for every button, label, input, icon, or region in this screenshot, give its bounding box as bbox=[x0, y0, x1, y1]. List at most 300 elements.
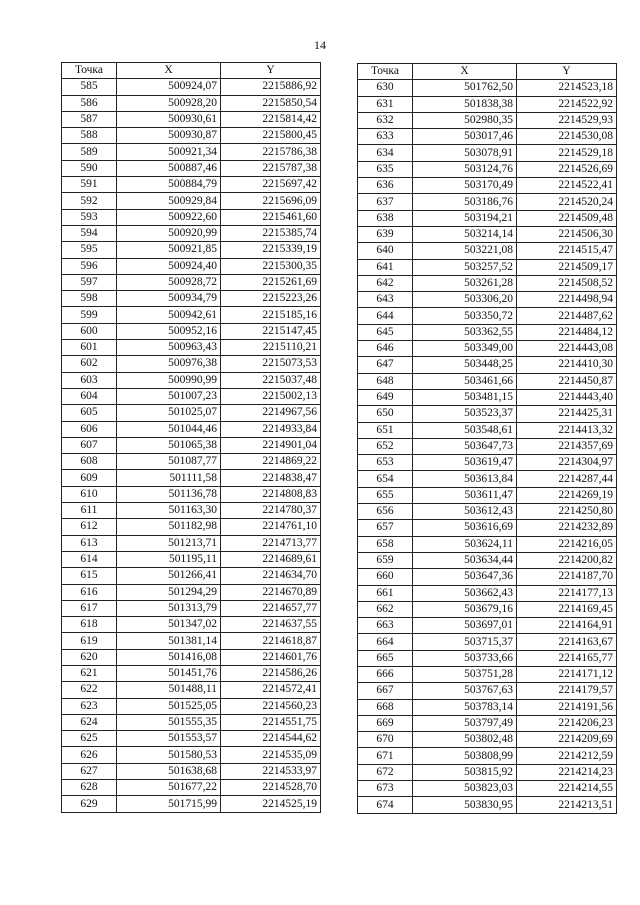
point-number-cell: 599 bbox=[62, 307, 117, 323]
x-coordinate-cell: 501762,50 bbox=[413, 80, 517, 96]
x-coordinate-cell: 500963,43 bbox=[117, 340, 221, 356]
table-row bbox=[62, 242, 321, 258]
y-coordinate-cell: 2214523,18 bbox=[517, 80, 617, 96]
y-coordinate-cell: 2214530,08 bbox=[517, 129, 617, 145]
table-row bbox=[62, 356, 321, 372]
table-row bbox=[62, 95, 321, 111]
x-coordinate-cell: 501638,68 bbox=[117, 763, 221, 779]
x-coordinate-cell: 503448,25 bbox=[413, 357, 517, 373]
point-number-cell: 670 bbox=[358, 732, 413, 748]
table-row bbox=[358, 373, 617, 389]
table-row bbox=[358, 585, 617, 601]
y-coordinate-cell: 2214560,23 bbox=[221, 698, 321, 714]
point-number-cell: 613 bbox=[62, 535, 117, 551]
point-number-cell: 638 bbox=[358, 210, 413, 226]
y-coordinate-cell: 2214269,19 bbox=[517, 487, 617, 503]
y-coordinate-cell: 2214634,70 bbox=[221, 568, 321, 584]
point-number-cell: 667 bbox=[358, 683, 413, 699]
point-number-cell: 619 bbox=[62, 633, 117, 649]
x-coordinate-cell: 503783,14 bbox=[413, 699, 517, 715]
point-number-cell: 626 bbox=[62, 747, 117, 763]
y-coordinate-cell: 2214529,93 bbox=[517, 112, 617, 128]
x-coordinate-cell: 503078,91 bbox=[413, 145, 517, 161]
x-coordinate-cell: 501838,38 bbox=[413, 96, 517, 112]
x-coordinate-cell: 503124,76 bbox=[413, 161, 517, 177]
y-coordinate-cell: 2214551,75 bbox=[221, 714, 321, 730]
y-coordinate-cell: 2214443,08 bbox=[517, 341, 617, 357]
y-coordinate-cell: 2214216,05 bbox=[517, 536, 617, 552]
table-row bbox=[358, 797, 617, 813]
point-number-cell: 586 bbox=[62, 95, 117, 111]
table-row bbox=[62, 698, 321, 714]
y-coordinate-cell: 2215697,42 bbox=[221, 177, 321, 193]
point-number-cell: 661 bbox=[358, 585, 413, 601]
y-coordinate-cell: 2214601,76 bbox=[221, 649, 321, 665]
x-coordinate-cell: 501347,02 bbox=[117, 617, 221, 633]
y-coordinate-cell: 2215787,38 bbox=[221, 160, 321, 176]
table-row bbox=[358, 699, 617, 715]
point-number-cell: 605 bbox=[62, 405, 117, 421]
x-coordinate-cell: 501136,78 bbox=[117, 486, 221, 502]
x-coordinate-cell: 503697,01 bbox=[413, 618, 517, 634]
point-number-cell: 594 bbox=[62, 225, 117, 241]
point-number-cell: 650 bbox=[358, 406, 413, 422]
point-number-cell: 668 bbox=[358, 699, 413, 715]
table-row bbox=[62, 747, 321, 763]
table-row bbox=[62, 340, 321, 356]
point-number-cell: 631 bbox=[358, 96, 413, 112]
point-number-cell: 597 bbox=[62, 274, 117, 290]
x-coordinate-cell: 503715,37 bbox=[413, 634, 517, 650]
y-coordinate-cell: 2215185,16 bbox=[221, 307, 321, 323]
table-row bbox=[62, 568, 321, 584]
table-row bbox=[358, 732, 617, 748]
table-row bbox=[358, 259, 617, 275]
table-row bbox=[62, 470, 321, 486]
y-coordinate-cell: 2214528,70 bbox=[221, 780, 321, 796]
point-number-cell: 643 bbox=[358, 292, 413, 308]
y-coordinate-cell: 2215814,42 bbox=[221, 111, 321, 127]
table-row bbox=[358, 569, 617, 585]
point-number-cell: 648 bbox=[358, 373, 413, 389]
point-number-cell: 623 bbox=[62, 698, 117, 714]
x-coordinate-cell: 501488,11 bbox=[117, 682, 221, 698]
x-coordinate-cell: 503186,76 bbox=[413, 194, 517, 210]
x-coordinate-cell: 500928,20 bbox=[117, 95, 221, 111]
x-coordinate-cell: 503624,11 bbox=[413, 536, 517, 552]
x-coordinate-cell: 500924,40 bbox=[117, 258, 221, 274]
x-coordinate-cell: 501213,71 bbox=[117, 535, 221, 551]
point-number-cell: 595 bbox=[62, 242, 117, 258]
point-number-cell: 590 bbox=[62, 160, 117, 176]
y-coordinate-cell: 2214838,47 bbox=[221, 470, 321, 486]
table-row bbox=[62, 584, 321, 600]
table-row bbox=[62, 160, 321, 176]
table-row bbox=[62, 193, 321, 209]
x-coordinate-cell: 503481,15 bbox=[413, 389, 517, 405]
y-coordinate-cell: 2214164,91 bbox=[517, 618, 617, 634]
point-number-cell: 671 bbox=[358, 748, 413, 764]
x-coordinate-cell: 503523,37 bbox=[413, 406, 517, 422]
x-coordinate-cell: 500942,61 bbox=[117, 307, 221, 323]
x-coordinate-cell: 503647,36 bbox=[413, 569, 517, 585]
y-coordinate-cell: 2215300,35 bbox=[221, 258, 321, 274]
y-coordinate-cell: 2215073,53 bbox=[221, 356, 321, 372]
point-number-cell: 666 bbox=[358, 666, 413, 682]
table-row bbox=[62, 405, 321, 421]
table-row bbox=[62, 291, 321, 307]
y-coordinate-cell: 2215002,13 bbox=[221, 388, 321, 404]
x-coordinate-cell: 500930,87 bbox=[117, 128, 221, 144]
x-coordinate-cell: 501294,29 bbox=[117, 584, 221, 600]
table-row bbox=[62, 617, 321, 633]
x-coordinate-cell: 503815,92 bbox=[413, 764, 517, 780]
y-coordinate-cell: 2215110,21 bbox=[221, 340, 321, 356]
table-row bbox=[358, 80, 617, 96]
table-row bbox=[62, 763, 321, 779]
y-coordinate-cell: 2214509,17 bbox=[517, 259, 617, 275]
y-coordinate-cell: 2214450,87 bbox=[517, 373, 617, 389]
point-number-cell: 603 bbox=[62, 372, 117, 388]
x-coordinate-cell: 501065,38 bbox=[117, 437, 221, 453]
y-coordinate-cell: 2214213,51 bbox=[517, 797, 617, 813]
x-coordinate-cell: 500884,79 bbox=[117, 177, 221, 193]
table-row bbox=[358, 389, 617, 405]
point-number-cell: 612 bbox=[62, 519, 117, 535]
table-row bbox=[358, 112, 617, 128]
x-coordinate-cell: 503802,48 bbox=[413, 732, 517, 748]
x-coordinate-cell: 500921,85 bbox=[117, 242, 221, 258]
x-coordinate-cell: 503823,03 bbox=[413, 781, 517, 797]
point-number-cell: 589 bbox=[62, 144, 117, 160]
y-coordinate-cell: 2215147,45 bbox=[221, 323, 321, 339]
table-row bbox=[358, 308, 617, 324]
y-coordinate-cell: 2214522,41 bbox=[517, 178, 617, 194]
point-number-cell: 644 bbox=[358, 308, 413, 324]
y-coordinate-cell: 2214689,61 bbox=[221, 551, 321, 567]
x-coordinate-cell: 500887,46 bbox=[117, 160, 221, 176]
y-coordinate-cell: 2215461,60 bbox=[221, 209, 321, 225]
point-number-cell: 606 bbox=[62, 421, 117, 437]
point-number-cell: 658 bbox=[358, 536, 413, 552]
y-coordinate-cell: 2214304,97 bbox=[517, 455, 617, 471]
table-row bbox=[62, 225, 321, 241]
x-coordinate-cell: 503634,44 bbox=[413, 552, 517, 568]
x-coordinate-cell: 503616,69 bbox=[413, 520, 517, 536]
point-number-cell: 637 bbox=[358, 194, 413, 210]
x-coordinate-cell: 503611,47 bbox=[413, 487, 517, 503]
y-coordinate-cell: 2214425,31 bbox=[517, 406, 617, 422]
y-coordinate-cell: 2214533,97 bbox=[221, 763, 321, 779]
point-number-cell: 611 bbox=[62, 503, 117, 519]
point-number-cell: 588 bbox=[62, 128, 117, 144]
y-coordinate-cell: 2215800,45 bbox=[221, 128, 321, 144]
point-number-cell: 652 bbox=[358, 438, 413, 454]
y-coordinate-cell: 2214761,10 bbox=[221, 519, 321, 535]
header-x: X bbox=[413, 64, 517, 80]
table-row bbox=[358, 292, 617, 308]
x-coordinate-cell: 503461,66 bbox=[413, 373, 517, 389]
x-coordinate-cell: 503214,14 bbox=[413, 226, 517, 242]
y-coordinate-cell: 2214869,22 bbox=[221, 454, 321, 470]
x-coordinate-cell: 503619,47 bbox=[413, 455, 517, 471]
table-row bbox=[358, 357, 617, 373]
table-row bbox=[62, 714, 321, 730]
table-row bbox=[358, 504, 617, 520]
point-number-cell: 629 bbox=[62, 796, 117, 812]
point-number-cell: 587 bbox=[62, 111, 117, 127]
y-coordinate-cell: 2214443,40 bbox=[517, 389, 617, 405]
y-coordinate-cell: 2214780,37 bbox=[221, 503, 321, 519]
table-row bbox=[62, 633, 321, 649]
point-number-cell: 636 bbox=[358, 178, 413, 194]
x-coordinate-cell: 503612,43 bbox=[413, 504, 517, 520]
table-row bbox=[358, 601, 617, 617]
point-number-cell: 620 bbox=[62, 649, 117, 665]
x-coordinate-cell: 501715,99 bbox=[117, 796, 221, 812]
table-row bbox=[62, 519, 321, 535]
table-row bbox=[62, 649, 321, 665]
x-coordinate-cell: 503830,95 bbox=[413, 797, 517, 813]
x-coordinate-cell: 501381,14 bbox=[117, 633, 221, 649]
point-number-cell: 616 bbox=[62, 584, 117, 600]
point-number-cell: 649 bbox=[358, 389, 413, 405]
table-row bbox=[62, 486, 321, 502]
point-number-cell: 656 bbox=[358, 504, 413, 520]
header-point: Точка bbox=[62, 63, 117, 79]
y-coordinate-cell: 2214187,70 bbox=[517, 569, 617, 585]
x-coordinate-cell: 500976,38 bbox=[117, 356, 221, 372]
x-coordinate-cell: 502980,35 bbox=[413, 112, 517, 128]
table-row bbox=[358, 748, 617, 764]
x-coordinate-cell: 503647,73 bbox=[413, 438, 517, 454]
y-coordinate-cell: 2214206,23 bbox=[517, 715, 617, 731]
table-row bbox=[358, 471, 617, 487]
x-coordinate-cell: 501451,76 bbox=[117, 665, 221, 681]
point-number-cell: 647 bbox=[358, 357, 413, 373]
y-coordinate-cell: 2214535,09 bbox=[221, 747, 321, 763]
table-row bbox=[62, 437, 321, 453]
point-number-cell: 640 bbox=[358, 243, 413, 259]
table-row bbox=[62, 388, 321, 404]
x-coordinate-cell: 503221,08 bbox=[413, 243, 517, 259]
y-coordinate-cell: 2214487,62 bbox=[517, 308, 617, 324]
table-row bbox=[62, 780, 321, 796]
table-row bbox=[62, 307, 321, 323]
point-number-cell: 674 bbox=[358, 797, 413, 813]
x-coordinate-cell: 503808,99 bbox=[413, 748, 517, 764]
x-coordinate-cell: 501266,41 bbox=[117, 568, 221, 584]
point-number-cell: 662 bbox=[358, 601, 413, 617]
y-coordinate-cell: 2215037,48 bbox=[221, 372, 321, 388]
point-number-cell: 651 bbox=[358, 422, 413, 438]
y-coordinate-cell: 2214171,12 bbox=[517, 666, 617, 682]
y-coordinate-cell: 2214191,56 bbox=[517, 699, 617, 715]
y-coordinate-cell: 2214200,82 bbox=[517, 552, 617, 568]
point-number-cell: 628 bbox=[62, 780, 117, 796]
x-coordinate-cell: 501195,11 bbox=[117, 551, 221, 567]
table-row bbox=[358, 764, 617, 780]
x-coordinate-cell: 503261,28 bbox=[413, 275, 517, 291]
y-coordinate-cell: 2214287,44 bbox=[517, 471, 617, 487]
x-coordinate-cell: 501163,30 bbox=[117, 503, 221, 519]
x-coordinate-cell: 503767,63 bbox=[413, 683, 517, 699]
x-coordinate-cell: 503362,55 bbox=[413, 324, 517, 340]
y-coordinate-cell: 2214214,55 bbox=[517, 781, 617, 797]
x-coordinate-cell: 500930,61 bbox=[117, 111, 221, 127]
table-row bbox=[358, 487, 617, 503]
coordinates-table-right bbox=[357, 63, 617, 814]
header-y: Y bbox=[221, 63, 321, 79]
x-coordinate-cell: 503349,00 bbox=[413, 341, 517, 357]
point-number-cell: 602 bbox=[62, 356, 117, 372]
y-coordinate-cell: 2214169,45 bbox=[517, 601, 617, 617]
y-coordinate-cell: 2214410,30 bbox=[517, 357, 617, 373]
y-coordinate-cell: 2214586,26 bbox=[221, 665, 321, 681]
y-coordinate-cell: 2214572,41 bbox=[221, 682, 321, 698]
point-number-cell: 621 bbox=[62, 665, 117, 681]
x-coordinate-cell: 501525,05 bbox=[117, 698, 221, 714]
y-coordinate-cell: 2214544,62 bbox=[221, 731, 321, 747]
point-number-cell: 639 bbox=[358, 226, 413, 242]
header-x: X bbox=[117, 63, 221, 79]
table-row bbox=[62, 258, 321, 274]
point-number-cell: 624 bbox=[62, 714, 117, 730]
x-coordinate-cell: 503350,72 bbox=[413, 308, 517, 324]
y-coordinate-cell: 2215696,09 bbox=[221, 193, 321, 209]
page-number: 14 bbox=[314, 38, 326, 52]
y-coordinate-cell: 2214526,69 bbox=[517, 161, 617, 177]
table-header-row bbox=[358, 64, 617, 80]
point-number-cell: 635 bbox=[358, 161, 413, 177]
x-coordinate-cell: 500952,16 bbox=[117, 323, 221, 339]
y-coordinate-cell: 2214901,04 bbox=[221, 437, 321, 453]
point-number-cell: 592 bbox=[62, 193, 117, 209]
y-coordinate-cell: 2214657,77 bbox=[221, 600, 321, 616]
table-row bbox=[62, 372, 321, 388]
table-row bbox=[62, 503, 321, 519]
point-number-cell: 657 bbox=[358, 520, 413, 536]
table-row bbox=[358, 145, 617, 161]
table-row bbox=[358, 455, 617, 471]
x-coordinate-cell: 503306,20 bbox=[413, 292, 517, 308]
y-coordinate-cell: 2214177,13 bbox=[517, 585, 617, 601]
point-number-cell: 615 bbox=[62, 568, 117, 584]
point-number-cell: 607 bbox=[62, 437, 117, 453]
y-coordinate-cell: 2214529,18 bbox=[517, 145, 617, 161]
point-number-cell: 659 bbox=[358, 552, 413, 568]
point-number-cell: 664 bbox=[358, 634, 413, 650]
table-row bbox=[62, 665, 321, 681]
table-row bbox=[62, 111, 321, 127]
table-row bbox=[62, 454, 321, 470]
x-coordinate-cell: 500990,99 bbox=[117, 372, 221, 388]
table-row bbox=[358, 178, 617, 194]
point-number-cell: 630 bbox=[358, 80, 413, 96]
table-row bbox=[358, 243, 617, 259]
table-row bbox=[62, 535, 321, 551]
point-number-cell: 598 bbox=[62, 291, 117, 307]
table-row bbox=[358, 129, 617, 145]
point-number-cell: 642 bbox=[358, 275, 413, 291]
point-number-cell: 608 bbox=[62, 454, 117, 470]
point-number-cell: 622 bbox=[62, 682, 117, 698]
y-coordinate-cell: 2214520,24 bbox=[517, 194, 617, 210]
point-number-cell: 618 bbox=[62, 617, 117, 633]
table-row bbox=[358, 618, 617, 634]
table-row bbox=[358, 520, 617, 536]
point-number-cell: 609 bbox=[62, 470, 117, 486]
x-coordinate-cell: 500928,72 bbox=[117, 274, 221, 290]
x-coordinate-cell: 501044,46 bbox=[117, 421, 221, 437]
y-coordinate-cell: 2214484,12 bbox=[517, 324, 617, 340]
point-number-cell: 591 bbox=[62, 177, 117, 193]
y-coordinate-cell: 2215261,69 bbox=[221, 274, 321, 290]
table-row bbox=[62, 682, 321, 698]
table-row bbox=[358, 226, 617, 242]
y-coordinate-cell: 2214515,47 bbox=[517, 243, 617, 259]
x-coordinate-cell: 503017,46 bbox=[413, 129, 517, 145]
x-coordinate-cell: 501313,79 bbox=[117, 600, 221, 616]
point-number-cell: 604 bbox=[62, 388, 117, 404]
x-coordinate-cell: 501580,53 bbox=[117, 747, 221, 763]
table-row bbox=[358, 683, 617, 699]
point-number-cell: 610 bbox=[62, 486, 117, 502]
header-point: Точка bbox=[358, 64, 413, 80]
point-number-cell: 646 bbox=[358, 341, 413, 357]
coordinates-table-left bbox=[61, 62, 321, 813]
table-row bbox=[358, 422, 617, 438]
point-number-cell: 627 bbox=[62, 763, 117, 779]
y-coordinate-cell: 2214618,87 bbox=[221, 633, 321, 649]
point-number-cell: 665 bbox=[358, 650, 413, 666]
x-coordinate-cell: 501553,57 bbox=[117, 731, 221, 747]
table-row bbox=[62, 600, 321, 616]
point-number-cell: 669 bbox=[358, 715, 413, 731]
point-number-cell: 632 bbox=[358, 112, 413, 128]
x-coordinate-cell: 501007,23 bbox=[117, 388, 221, 404]
point-number-cell: 601 bbox=[62, 340, 117, 356]
point-number-cell: 641 bbox=[358, 259, 413, 275]
y-coordinate-cell: 2214179,57 bbox=[517, 683, 617, 699]
table-row bbox=[62, 551, 321, 567]
y-coordinate-cell: 2215223,26 bbox=[221, 291, 321, 307]
point-number-cell: 653 bbox=[358, 455, 413, 471]
x-coordinate-cell: 501416,08 bbox=[117, 649, 221, 665]
table-row bbox=[62, 128, 321, 144]
table-row bbox=[62, 796, 321, 812]
table-row bbox=[358, 341, 617, 357]
table-row bbox=[62, 209, 321, 225]
y-coordinate-cell: 2214670,89 bbox=[221, 584, 321, 600]
table-row bbox=[358, 275, 617, 291]
point-number-cell: 617 bbox=[62, 600, 117, 616]
x-coordinate-cell: 501555,35 bbox=[117, 714, 221, 730]
x-coordinate-cell: 500924,07 bbox=[117, 79, 221, 95]
y-coordinate-cell: 2214214,23 bbox=[517, 764, 617, 780]
x-coordinate-cell: 503613,84 bbox=[413, 471, 517, 487]
y-coordinate-cell: 2214525,19 bbox=[221, 796, 321, 812]
y-coordinate-cell: 2215850,54 bbox=[221, 95, 321, 111]
x-coordinate-cell: 503797,49 bbox=[413, 715, 517, 731]
point-number-cell: 634 bbox=[358, 145, 413, 161]
table-row bbox=[358, 715, 617, 731]
point-number-cell: 655 bbox=[358, 487, 413, 503]
y-coordinate-cell: 2214506,30 bbox=[517, 226, 617, 242]
table-row bbox=[358, 552, 617, 568]
x-coordinate-cell: 503662,43 bbox=[413, 585, 517, 601]
header-y: Y bbox=[517, 64, 617, 80]
